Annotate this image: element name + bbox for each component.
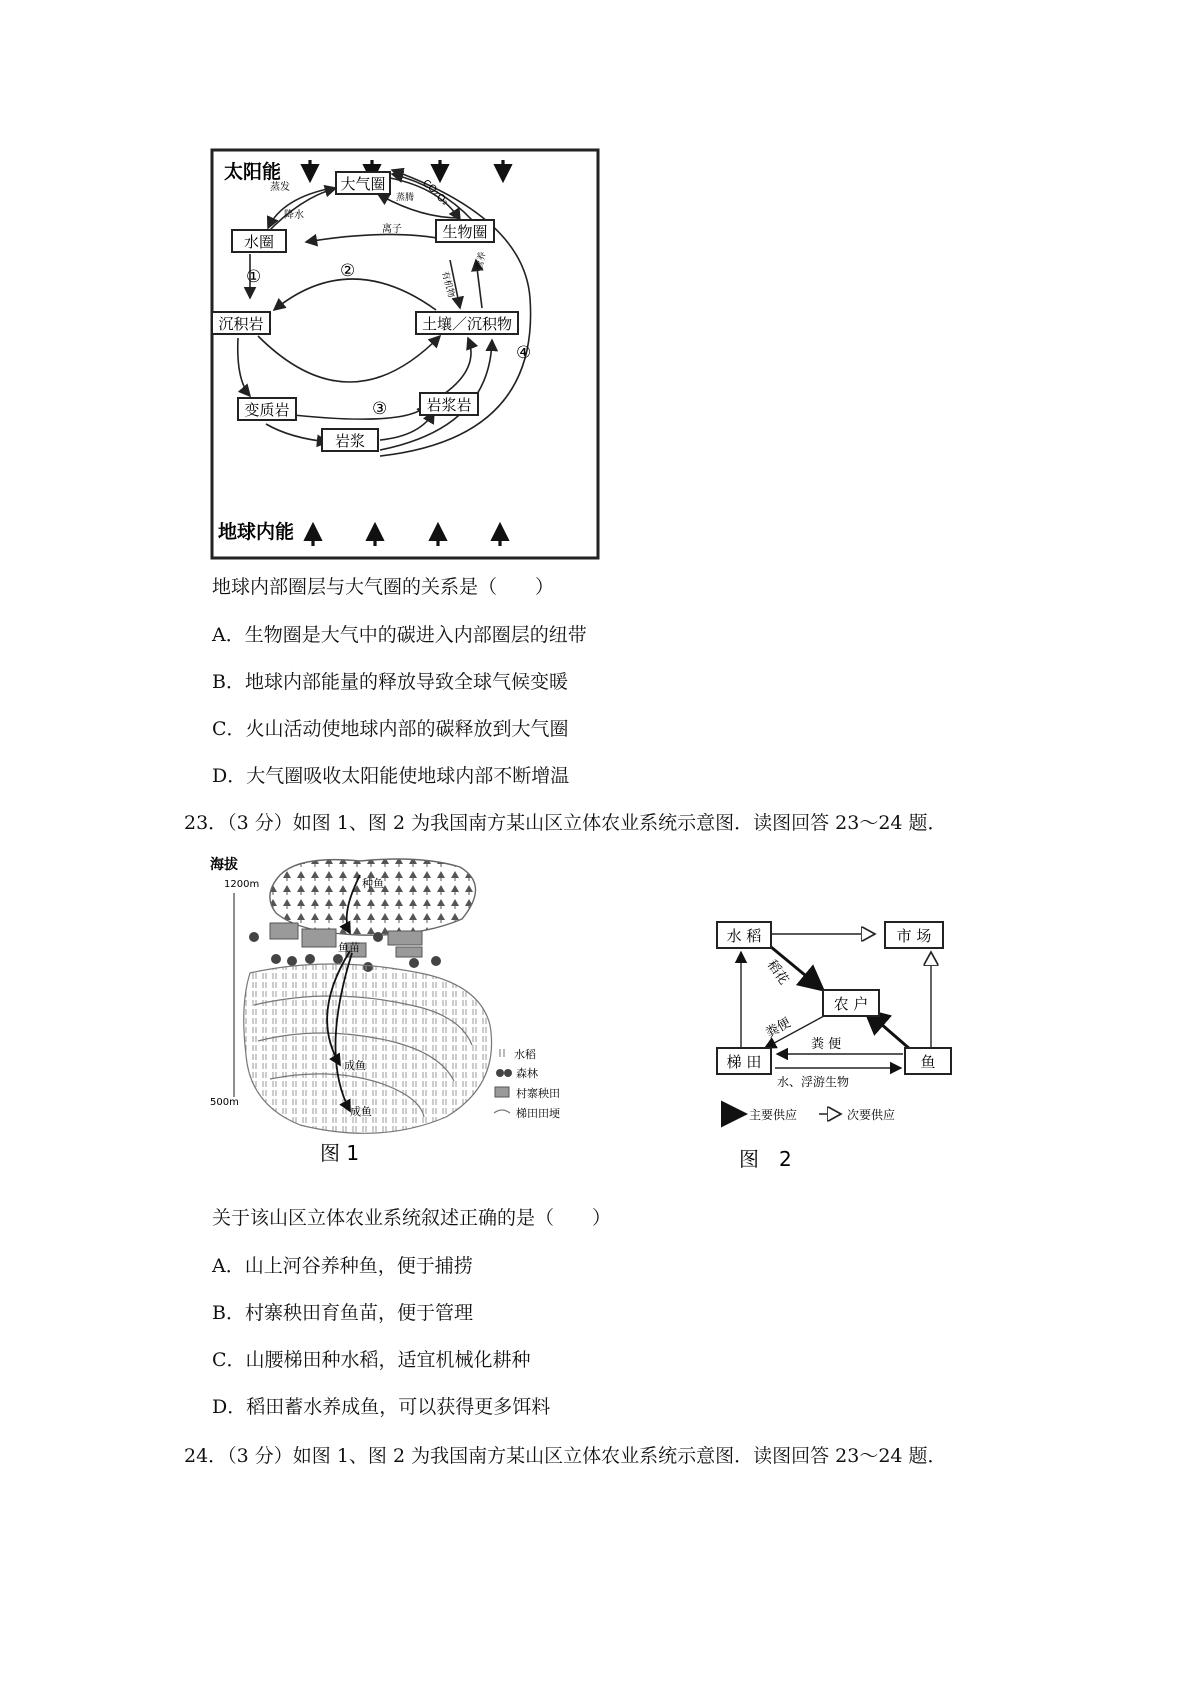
q22-option-b[interactable]: B．地球内部能量的释放导致全球气候变暖 bbox=[212, 671, 568, 693]
q22-option-a[interactable]: A．生物圈是大气中的碳进入内部圈层的纽带 bbox=[212, 624, 587, 646]
svg-text:梯田田埂: 梯田田埂 bbox=[516, 1107, 560, 1120]
marker-2: ② bbox=[340, 261, 356, 281]
fig1-caption: 图 1 bbox=[320, 1141, 360, 1165]
altitude-500: 500m bbox=[210, 1097, 239, 1108]
forest-area bbox=[270, 859, 476, 935]
fig1-legend bbox=[494, 1047, 560, 1120]
fig2-box-fish bbox=[905, 1048, 951, 1074]
fig2-flow-diagram bbox=[715, 918, 955, 1180]
earth-sphere-cycle-diagram bbox=[210, 148, 600, 560]
label-o2: O₂ bbox=[434, 191, 451, 208]
svg-text:变质岩: 变质岩 bbox=[244, 401, 290, 419]
svg-text:水稻: 水稻 bbox=[514, 1048, 536, 1061]
q22-stem: 地球内部圈层与大气圈的关系是（ ） bbox=[212, 576, 555, 598]
q23-option-d[interactable]: D．稻田蓄水养成鱼，可以获得更多饵料 bbox=[212, 1396, 551, 1418]
fig2-box-farmer bbox=[823, 990, 879, 1016]
q23-option-b[interactable]: B．村寨秧田育鱼苗，便于管理 bbox=[212, 1302, 473, 1324]
fig2-legend bbox=[723, 1107, 895, 1122]
svg-text:岩浆岩: 岩浆岩 bbox=[426, 396, 472, 414]
label-ion: 离子 bbox=[382, 224, 402, 235]
box-sedimentary-rock bbox=[212, 312, 270, 334]
q24-stem: 24．（3 分）如图 1、图 2 为我国南方某山区立体农业系统示意图．读图回答 23～24 题． bbox=[184, 1445, 947, 1467]
marker-1: ① bbox=[246, 267, 262, 287]
fig1-terrain-diagram bbox=[210, 855, 650, 1167]
altitude-title: 海拔 bbox=[210, 857, 238, 873]
svg-text:水 稻: 水 稻 bbox=[726, 927, 762, 945]
marker-3: ③ bbox=[372, 399, 388, 419]
q22-option-d[interactable]: D．大气圈吸收太阳能使地球内部不断增温 bbox=[212, 765, 570, 787]
marker-4: ④ bbox=[516, 343, 532, 363]
q22-option-c[interactable]: C．火山活动使地球内部的碳释放到大气圈 bbox=[212, 718, 569, 740]
earth-internal-energy-label: 地球内能 bbox=[218, 521, 295, 543]
label-evaporation: 蒸发 bbox=[270, 182, 290, 193]
solar-energy-label: 太阳能 bbox=[224, 161, 282, 183]
fig2-label-manure-diag: 粪便 bbox=[763, 1015, 794, 1042]
label-precipitation: 降水 bbox=[284, 210, 304, 221]
fig2-caption: 图 2 bbox=[739, 1147, 792, 1171]
label-adult-fish-1: 成鱼 bbox=[344, 1059, 366, 1072]
q23-option-c[interactable]: C．山腰梯田种水稻，适宜机械化耕种 bbox=[212, 1349, 531, 1371]
svg-text:市 场: 市 场 bbox=[896, 927, 932, 945]
svg-text:次要供应: 次要供应 bbox=[847, 1108, 896, 1122]
svg-text:鱼: 鱼 bbox=[920, 1053, 936, 1071]
box-hydrosphere bbox=[232, 230, 286, 252]
fig2-box-market bbox=[885, 922, 943, 948]
fig2-box-terrace bbox=[717, 1048, 771, 1074]
q23-option-a[interactable]: A．山上河谷养种鱼，便于捕捞 bbox=[212, 1255, 473, 1277]
box-magma bbox=[322, 429, 378, 451]
fig2-box-rice bbox=[717, 922, 771, 948]
svg-text:森林: 森林 bbox=[516, 1067, 538, 1080]
box-atmosphere bbox=[336, 172, 390, 194]
label-adult-fish-2: 成鱼 bbox=[350, 1105, 372, 1118]
label-organic: 有机物 bbox=[439, 270, 456, 299]
svg-text:农 户: 农 户 bbox=[833, 995, 869, 1013]
q23-stem: 23．（3 分）如图 1、图 2 为我国南方某山区立体农业系统示意图．读图回答 23～24 题． bbox=[184, 812, 947, 834]
label-transpiration: 蒸腾 bbox=[396, 193, 415, 203]
svg-text:沉积岩: 沉积岩 bbox=[218, 315, 264, 333]
label-nutrients: 营养 bbox=[475, 251, 489, 271]
fig2-label-water: 水、浮游生物 bbox=[777, 1075, 850, 1089]
svg-text:水圈: 水圈 bbox=[243, 233, 275, 251]
label-seed-fish: 种鱼 bbox=[362, 877, 384, 890]
svg-text:岩浆: 岩浆 bbox=[334, 432, 366, 450]
fig2-label-flowers: 稻花 bbox=[763, 957, 791, 988]
svg-text:村寨秧田: 村寨秧田 bbox=[516, 1087, 560, 1100]
svg-text:生物圈: 生物圈 bbox=[442, 223, 488, 241]
q23-question: 关于该山区立体农业系统叙述正确的是（ ） bbox=[212, 1207, 612, 1229]
label-co2: CO₂ bbox=[420, 177, 442, 199]
label-fry: 鱼苗 bbox=[338, 941, 360, 954]
box-metamorphic-rock bbox=[238, 398, 296, 420]
altitude-1200: 1200m bbox=[224, 879, 260, 890]
box-soil-sediment bbox=[416, 312, 518, 334]
svg-text:土壤／沉积物: 土壤／沉积物 bbox=[421, 315, 513, 333]
svg-text:大气圈: 大气圈 bbox=[340, 175, 386, 193]
fig2-label-manure: 粪 便 bbox=[811, 1037, 842, 1052]
svg-text:主要供应: 主要供应 bbox=[749, 1108, 798, 1122]
svg-text:梯 田: 梯 田 bbox=[726, 1053, 762, 1071]
box-igneous-rock bbox=[420, 393, 478, 415]
box-biosphere bbox=[436, 220, 494, 242]
